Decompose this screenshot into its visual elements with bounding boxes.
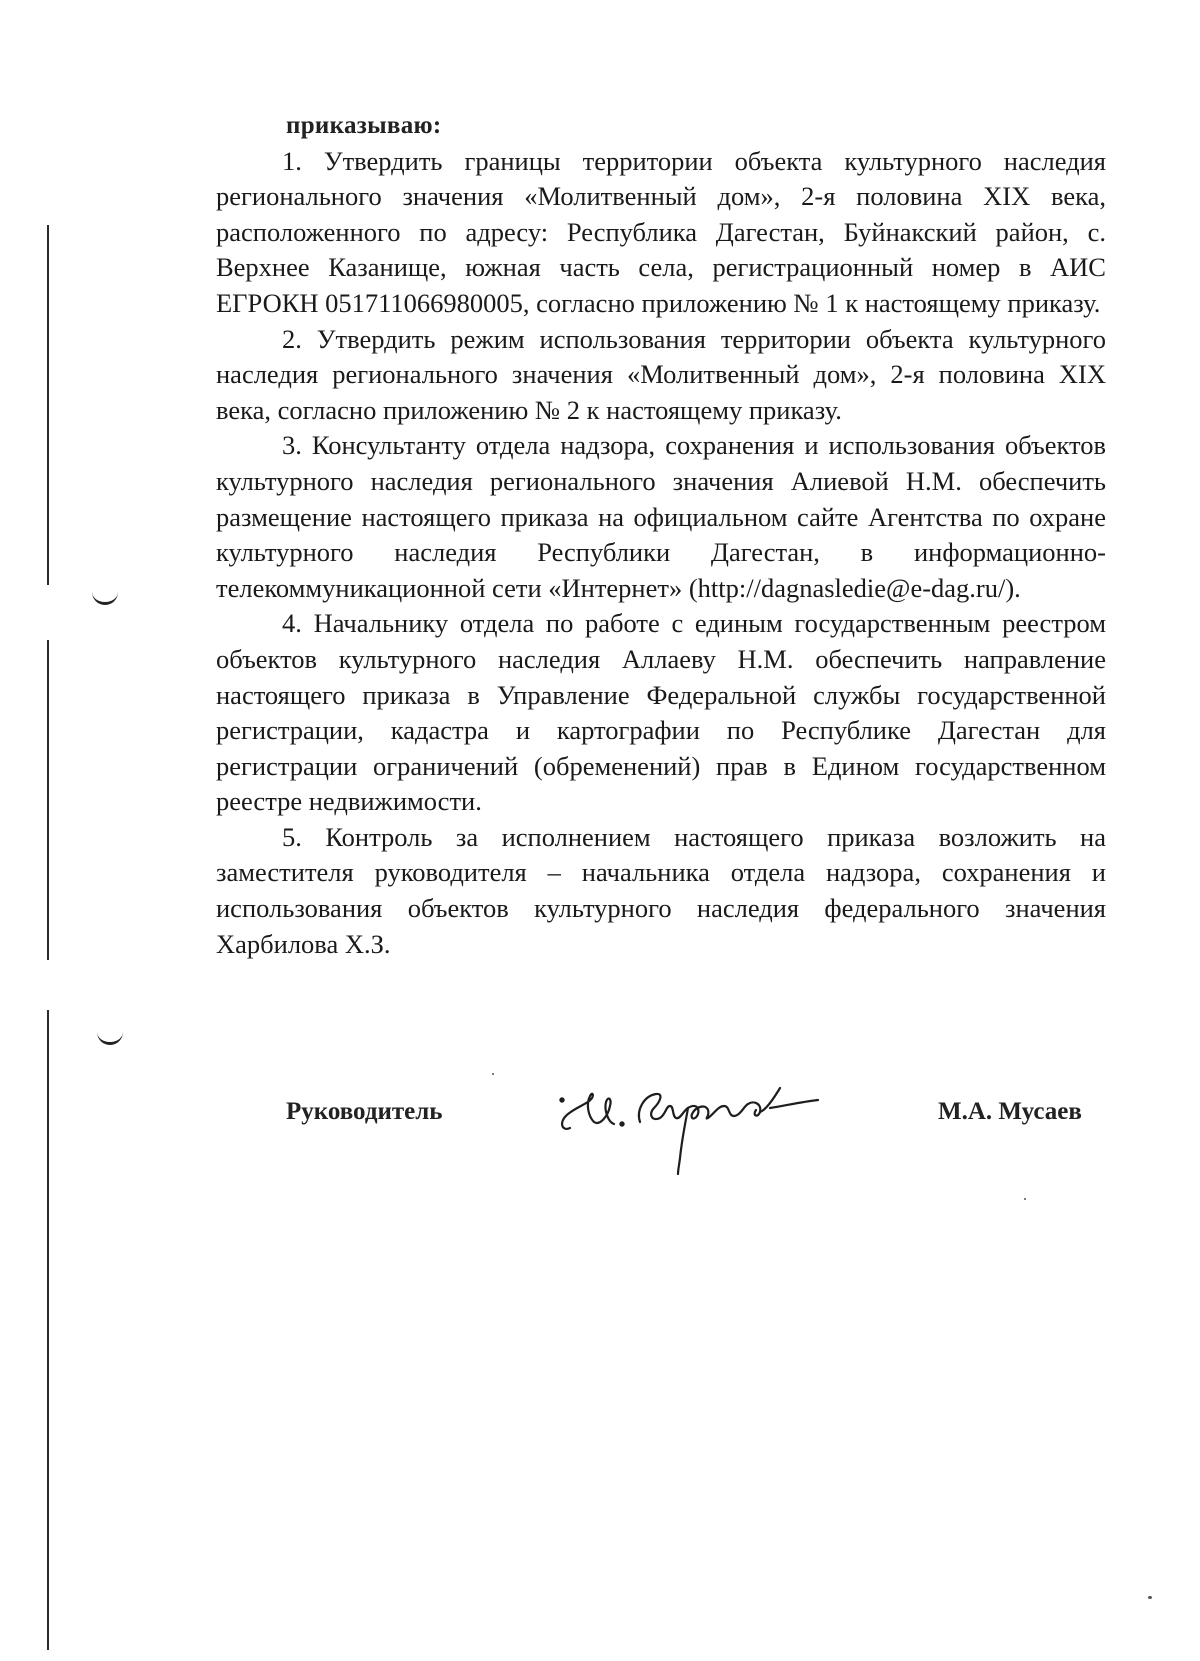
scan-speck bbox=[1024, 1198, 1026, 1200]
handwritten-signature bbox=[548, 1070, 838, 1180]
scan-speck bbox=[1148, 1596, 1152, 1599]
scan-punch-mark bbox=[97, 1032, 123, 1045]
order-item-4: 4. Начальнику отдела по работе с единым государственным реестром объектов культурного наследия Аллаеву Н.М. обеспечить направление настоящего приказа в Управление Федеральной службы государственной регистрации, кадастра и картографии по Республике Дагестан для регистрации ограничений (обременений) прав в Едином государственном реестре недвижимости. bbox=[216, 608, 1106, 817]
order-heading: приказываю: bbox=[286, 112, 442, 139]
order-body bbox=[216, 108, 1106, 962]
order-item-2: 2. Утвердить режим использования территории объекта культурного наследия регионального значения «Молитвенный дом», 2-я половина XIX века, согласно приложению № 2 к настоящему приказу. bbox=[216, 323, 1106, 425]
order-item-3: 3. Консультанту отдела надзора, сохранения и использования объектов культурного наследия регионального значения Алиевой Н.М. обеспечить размещение настоящего приказа на официальном сайте Агентства по охране культурного наследия Республики Дагестан, в информационно-телекоммуникационной сети «Интернет» (http://dagnasledie@e-dag.ru/). bbox=[216, 430, 1106, 603]
signatory-role: Руководитель bbox=[286, 1098, 443, 1125]
scan-edge-line bbox=[47, 640, 49, 960]
scan-edge-line bbox=[47, 225, 49, 585]
signature-block bbox=[0, 1070, 1200, 1180]
scan-punch-mark bbox=[92, 592, 118, 605]
signatory-name: М.А. Мусаев bbox=[938, 1098, 1082, 1125]
order-item-1: 1. Утвердить границы территории объекта культурного наследия регионального значения «Молитвенный дом», 2-я половина XIX века, расположенного по адресу: Республика Дагестан, Буйнакский район, с. Верхнее Казанище, южная часть села, регистрационный номер в АИС ЕГРОКН 051711066980005, согласно приложению № 1 к настоящему приказу. bbox=[216, 145, 1106, 318]
order-item-5: 5. Контроль за исполнением настоящего приказа возложить на заместителя руководителя – начальника отдела надзора, сохранения и использования объектов культурного наследия федерального значения Харбилова Х.З. bbox=[216, 821, 1106, 959]
